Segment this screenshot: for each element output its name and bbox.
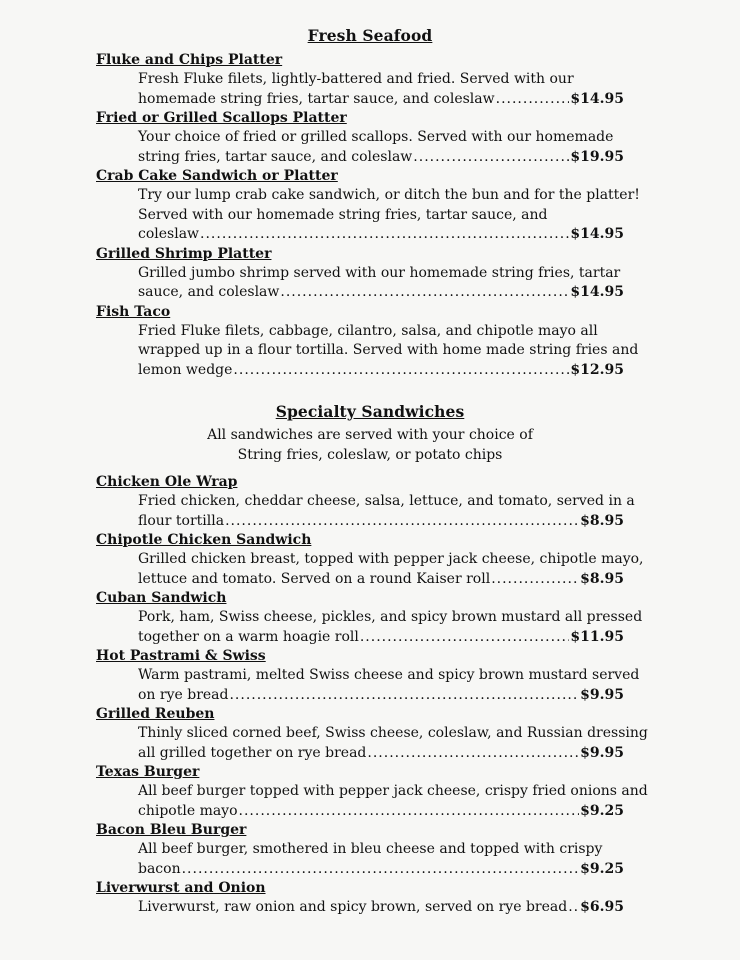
description-line: Grilled chicken breast, topped with pepper jack cheese, chipotle mayo,: [138, 551, 644, 567]
menu-item-description: [96, 322, 639, 381]
menu-item-name: Chipotle Chicken Sandwich: [96, 532, 312, 548]
menu-item-description: [96, 264, 624, 303]
menu-item-description: [96, 186, 640, 245]
description-line: wrapped up in a flour tortilla. Served with home made string fries and: [138, 342, 639, 358]
menu-item: [96, 763, 648, 821]
description-line: sauce, and coleslaw: [138, 284, 280, 300]
description-line: Thinly sliced corned beef, Swiss cheese, coleslaw, and Russian dressing: [138, 725, 648, 741]
dot-leader: [280, 283, 569, 303]
menu-item: [96, 167, 640, 245]
description-line: all grilled together on rye bread: [138, 744, 367, 761]
dot-leader: [496, 90, 570, 110]
menu-item-description: [96, 666, 640, 705]
description-line: coleslaw: [138, 226, 200, 242]
description-price-line: [138, 361, 624, 381]
description-line: string fries, tartar sauce, and coleslaw: [138, 148, 413, 165]
description-line: Liverwurst, raw onion and spicy brown, served on rye bread: [138, 899, 568, 915]
menu-item: [96, 51, 624, 109]
menu-item-price: $8.95: [580, 570, 624, 587]
description-line: Your choice of fried or grilled scallops. Served with our homemade: [138, 129, 614, 145]
menu-item: [96, 109, 624, 167]
menu-item-description: [96, 782, 648, 821]
menu-item-name: Crab Cake Sandwich or Platter: [96, 168, 338, 184]
dot-leader: [568, 898, 579, 918]
menu-item: [96, 245, 624, 303]
menu-item: [96, 821, 624, 879]
sandwiches-note: [0, 425, 740, 465]
menu-item-name: Fluke and Chips Platter: [96, 52, 283, 68]
menu-item-description: [96, 70, 624, 109]
description-price-line: [138, 148, 624, 168]
description-price-line: [138, 90, 624, 110]
menu-item-description: [96, 898, 624, 918]
description-price-line: [138, 898, 624, 918]
menu-item-price: $19.95: [570, 148, 624, 165]
menu-item: [96, 879, 624, 918]
menu-item-price: $12.95: [570, 361, 624, 378]
description-price-line: [138, 570, 624, 590]
sandwiches-section: [0, 402, 740, 918]
dot-leader: [239, 802, 580, 822]
menu-item-name: Chicken Ole Wrap: [96, 474, 238, 490]
description-price-line: [138, 512, 624, 532]
description-price-line: [138, 744, 624, 764]
description-line: bacon: [138, 860, 181, 877]
menu-item-description: [96, 550, 644, 589]
menu-item-price: $9.25: [580, 802, 624, 819]
description-line: Fried Fluke filets, cabbage, cilantro, salsa, and chipotle mayo all: [138, 322, 598, 339]
dot-leader: [225, 512, 579, 532]
description-line: on rye bread: [138, 686, 229, 703]
seafood-section: [0, 26, 740, 380]
description-price-line: [138, 225, 624, 245]
menu-item-price: $9.95: [580, 686, 624, 703]
menu-item-name: Grilled Reuben: [96, 706, 215, 722]
description-price-line: [138, 802, 624, 822]
description-line: chipotle mayo: [138, 802, 238, 819]
menu-item-price: $11.95: [570, 628, 624, 645]
menu-item-price: $14.95: [570, 284, 624, 300]
description-price-line: [138, 860, 624, 880]
menu-item: [96, 705, 648, 763]
menu-item-description: [96, 840, 624, 879]
dot-leader: [182, 860, 580, 880]
description-line: Warm pastrami, melted Swiss cheese and spicy brown mustard served: [138, 667, 640, 683]
description-line: Fresh Fluke filets, lightly-battered and fried. Served with our: [138, 71, 574, 87]
description-price-line: [138, 283, 624, 303]
menu-item-name: Grilled Shrimp Platter: [96, 245, 272, 262]
dot-leader: [229, 686, 579, 706]
section-title-seafood: Fresh Seafood: [307, 26, 433, 45]
description-line: Served with our homemade string fries, tartar sauce, and: [138, 206, 548, 223]
description-line: All beef burger, smothered in bleu cheese and topped with crispy: [138, 841, 603, 857]
menu-item-price: $6.95: [580, 899, 624, 915]
menu-item-description: [96, 724, 648, 763]
sandwiches-note-line-1: All sandwiches are served with your choice of: [207, 427, 533, 443]
description-price-line: [138, 686, 624, 706]
menu-item-description: [96, 492, 635, 531]
menu-item-price: $8.95: [580, 512, 624, 529]
menu-item-name: Liverwurst and Onion: [96, 880, 266, 896]
menu-item-name: Fried or Grilled Scallops Platter: [96, 110, 347, 126]
menu-item: [96, 647, 640, 705]
description-line: Try our lump crab cake sandwich, or ditch the bun and for the platter!: [138, 187, 640, 203]
menu-item-price: $9.95: [580, 744, 624, 761]
menu-item: [96, 473, 635, 531]
menu-item-name: Hot Pastrami & Swiss: [96, 648, 266, 664]
menu-item-price: $9.25: [580, 860, 624, 877]
menu-item-name: Texas Burger: [96, 764, 200, 780]
menu-item-price: $14.95: [570, 226, 624, 242]
dot-leader: [491, 570, 579, 590]
description-line: together on a warm hoagie roll: [138, 628, 359, 645]
description-price-line: [138, 628, 624, 648]
description-line: Fried chicken, cheddar cheese, salsa, lettuce, and tomato, served in a: [138, 493, 635, 509]
menu-item-name: Cuban Sandwich: [96, 590, 227, 606]
seafood-items: [0, 51, 740, 380]
menu-item-name: Bacon Bleu Burger: [96, 822, 247, 838]
section-title-sandwiches: Specialty Sandwiches: [275, 402, 465, 421]
menu-item: [96, 531, 644, 589]
menu-item: [96, 303, 639, 381]
menu-item-name: Fish Taco: [96, 303, 171, 320]
description-line: lettuce and tomato. Served on a round Kaiser roll: [138, 570, 491, 587]
sandwich-items: [0, 473, 740, 918]
menu-item: [96, 589, 643, 647]
dot-leader: [413, 148, 569, 168]
menu-item-description: [96, 608, 643, 647]
description-line: lemon wedge: [138, 361, 233, 378]
dot-leader: [367, 744, 579, 764]
dot-leader: [233, 361, 569, 381]
dot-leader: [200, 225, 569, 245]
description-line: All beef burger topped with pepper jack cheese, crispy fried onions and: [138, 783, 648, 799]
description-line: flour tortilla: [138, 512, 225, 529]
description-line: Grilled jumbo shrimp served with our homemade string fries, tartar: [138, 264, 621, 281]
description-line: homemade string fries, tartar sauce, and coleslaw: [138, 90, 495, 107]
dot-leader: [360, 628, 570, 648]
menu-item-description: [96, 128, 624, 167]
menu-item-price: $14.95: [570, 90, 624, 107]
description-line: Pork, ham, Swiss cheese, pickles, and spicy brown mustard all pressed: [138, 609, 643, 625]
sandwiches-note-line-2: String fries, coleslaw, or potato chips: [237, 447, 503, 463]
